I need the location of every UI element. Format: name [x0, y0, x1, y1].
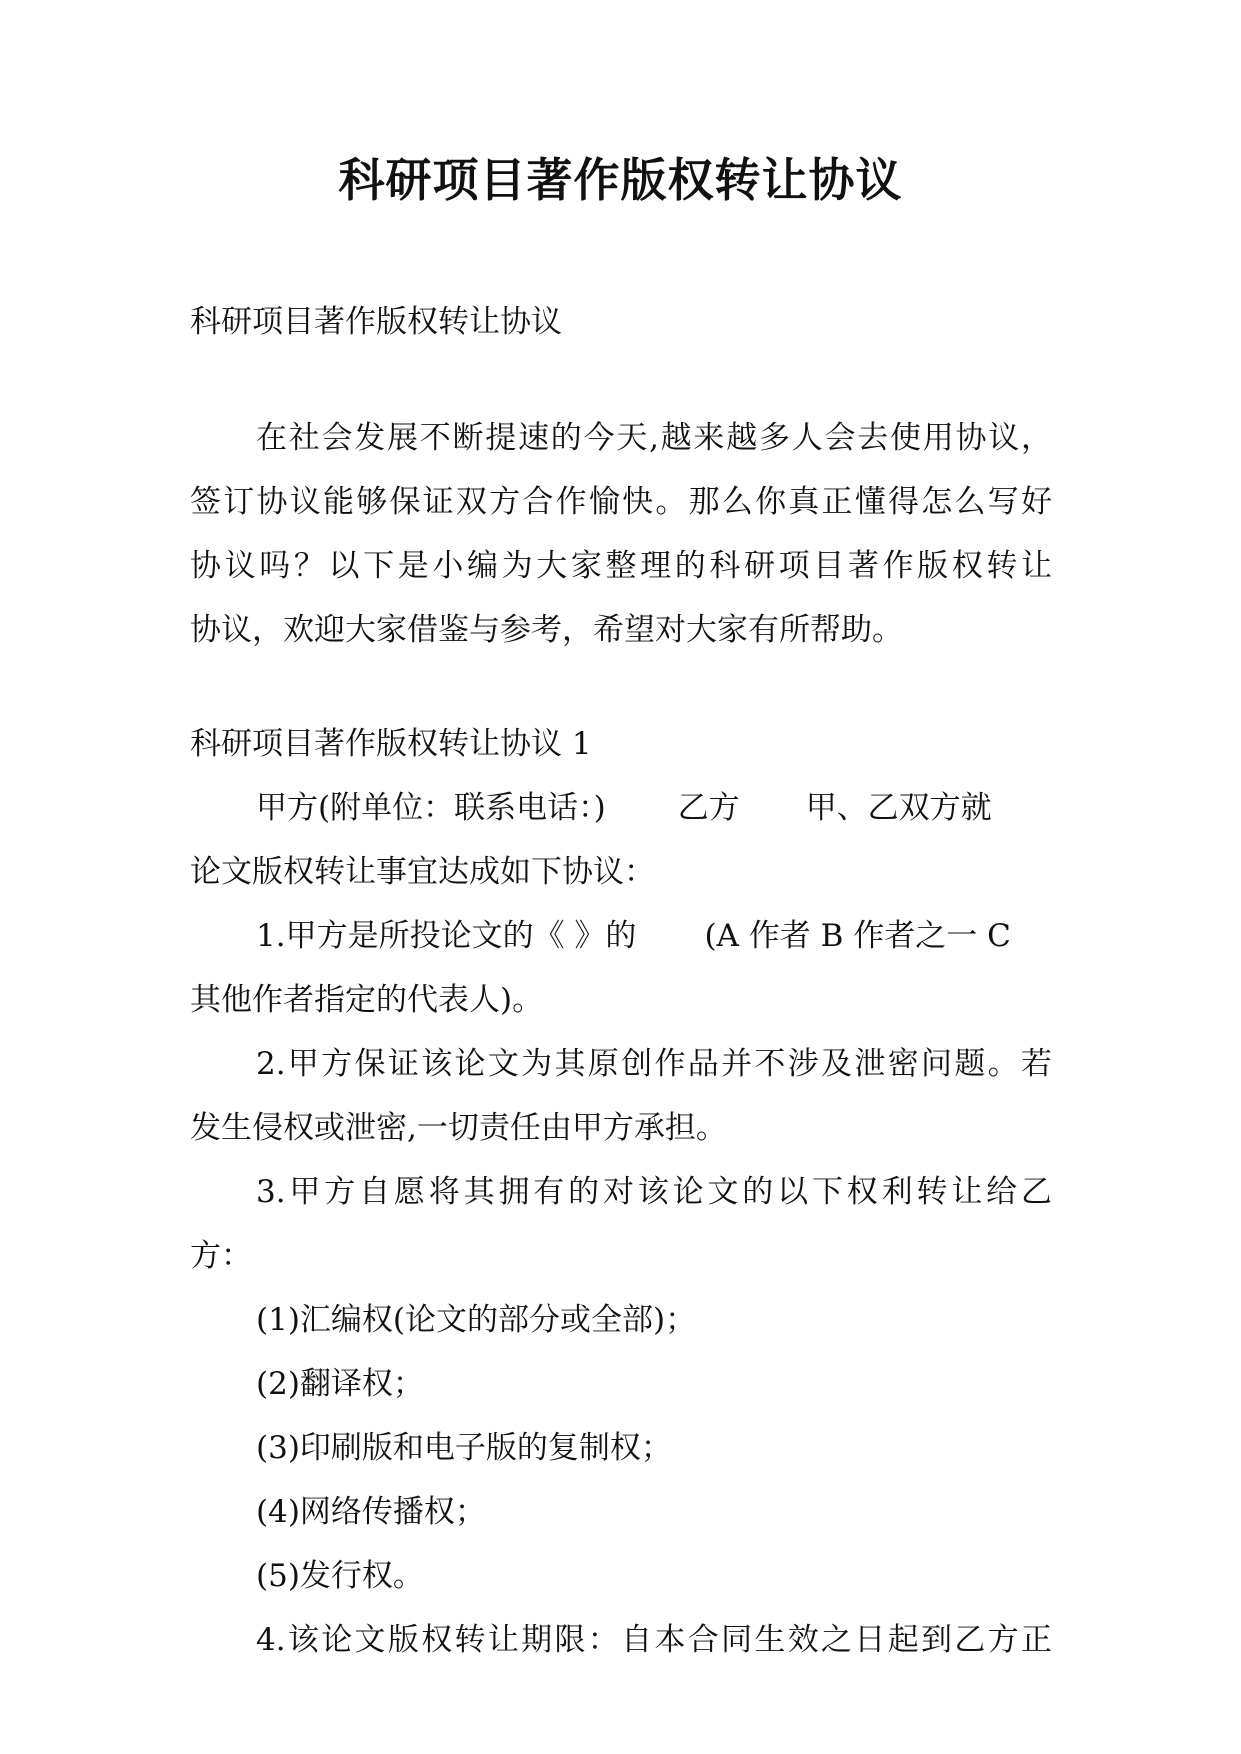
rights-item: (1)汇编权(论文的部分或全部)；: [256, 1302, 697, 1338]
clause-1-tail: (A 作者 B 作者之一 C: [704, 918, 1011, 954]
intro-line: 签订协议能够保证双方合作愉快。那么你真正懂得怎么写好: [190, 484, 1052, 520]
clause-2-cont: 发生侵权或泄密,一切责任由甲方承担。: [190, 1110, 727, 1146]
clause-1-cont: 其他作者指定的代表人)。: [190, 982, 544, 1018]
party-line: [190, 776, 1052, 840]
party-line-cont: 论文版权转让事宜达成如下协议：: [190, 854, 655, 890]
document-body: [190, 290, 1052, 1672]
document-title: 科研项目著作版权转让协议: [338, 153, 903, 207]
rights-item: (2)翻译权；: [256, 1366, 424, 1402]
clause-1-head: 1.甲方是所投论文的《 》的: [256, 918, 637, 954]
paragraph-gap: [190, 354, 1052, 406]
intro-line: 协议，欢迎大家借鉴与参考，希望对大家有所帮助。: [190, 612, 903, 648]
section-heading: 科研项目著作版权转让协议 1: [190, 726, 592, 762]
party-line-tail: 甲、乙双方就: [805, 790, 992, 826]
document-subtitle: 科研项目著作版权转让协议: [190, 304, 562, 340]
rights-item: (3)印刷版和电子版的复制权；: [256, 1430, 672, 1466]
rights-item: (4)网络传播权；: [256, 1494, 486, 1530]
intro-line: 在社会发展不断提速的今天,越来越多人会去使用协议，: [256, 420, 1052, 456]
clause-3-cont: 方：: [190, 1238, 252, 1274]
party-b-text: 乙方: [677, 790, 740, 826]
intro-line: 协议吗？以下是小编为大家整理的科研项目著作版权转让: [190, 548, 1052, 584]
clause-1: [190, 904, 1052, 968]
rights-item: (5)发行权。: [256, 1558, 424, 1594]
intro-paragraph: [190, 406, 1052, 662]
rights-list: [190, 1288, 1052, 1608]
clause-3: 3.甲方自愿将其拥有的对该论文的以下权利转让给乙: [256, 1174, 1052, 1210]
party-a-text: 甲方(附单位：联系电话：): [256, 790, 606, 826]
clause-4: 4.该论文版权转让期限：自本合同生效之日起到乙方正: [256, 1622, 1052, 1658]
clause-2: 2.甲方保证该论文为其原创作品并不涉及泄密问题。若: [256, 1046, 1052, 1082]
paragraph-gap: [190, 662, 1052, 712]
